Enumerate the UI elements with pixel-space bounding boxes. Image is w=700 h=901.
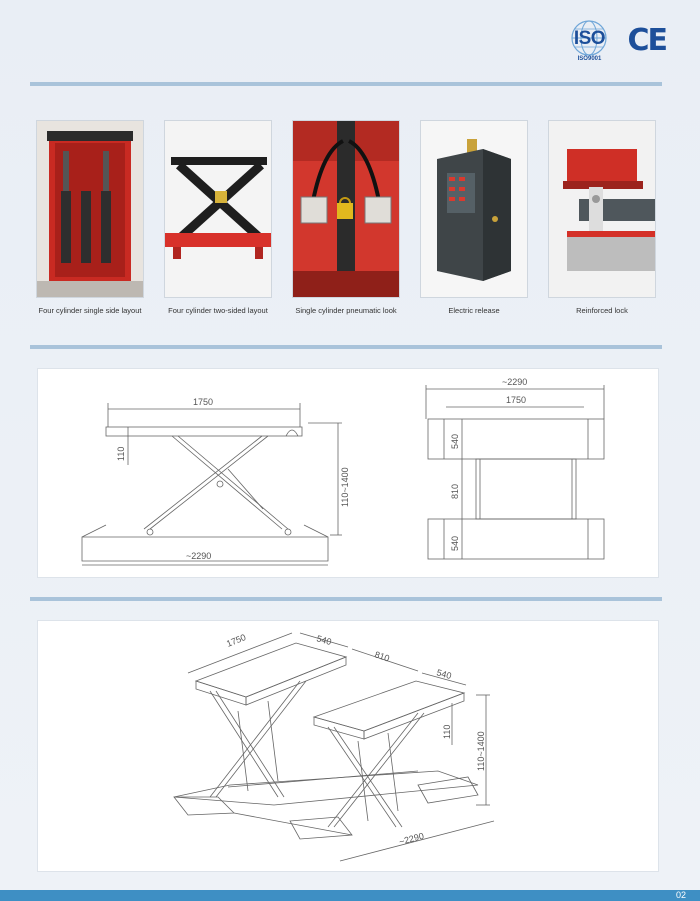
dim-top-gap: 810 bbox=[450, 483, 460, 499]
dim-platform-height: 110 bbox=[116, 446, 126, 461]
feature-item bbox=[420, 120, 528, 315]
dimension-drawings-panel bbox=[37, 368, 659, 578]
dim-base-length: ~2290 bbox=[186, 551, 212, 561]
dim-top-width-b: 540 bbox=[450, 535, 460, 551]
divider-top bbox=[30, 82, 662, 86]
feature-caption: Four cylinder two-sided layout bbox=[168, 306, 268, 315]
divider-middle bbox=[30, 345, 662, 349]
feature-item bbox=[292, 120, 400, 315]
dim-overall-length: ~2290 bbox=[502, 377, 528, 387]
page-number: 02 bbox=[675, 890, 686, 900]
feature-item bbox=[164, 120, 272, 315]
feature-item bbox=[36, 120, 144, 315]
four-cylinder-two-sided-photo bbox=[164, 120, 272, 298]
iso-dim-base-length: ~2290 bbox=[397, 830, 425, 847]
divider-bottom bbox=[30, 597, 662, 601]
reinforced-lock-photo bbox=[548, 120, 656, 298]
feature-item bbox=[548, 120, 656, 315]
isometric-drawing-panel bbox=[37, 620, 659, 872]
feature-caption: Four cylinder single side layout bbox=[38, 306, 142, 315]
iso-dim-width-b: 540 bbox=[435, 667, 453, 682]
footer-bar bbox=[0, 890, 700, 901]
pneumatic-lock-photo bbox=[292, 120, 400, 298]
iso-dim-platform-height: 110 bbox=[442, 724, 452, 739]
feature-caption: Electric release bbox=[448, 306, 500, 315]
dim-top-platform-length: 1750 bbox=[506, 395, 527, 405]
feature-gallery bbox=[36, 120, 656, 315]
iso-logo bbox=[565, 18, 613, 62]
technical-drawing-isometric bbox=[38, 621, 658, 871]
four-cylinder-single-side-photo bbox=[36, 120, 144, 298]
iso-dim-lift-range: 110~1400 bbox=[476, 731, 486, 771]
iso-dim-gap: 810 bbox=[373, 649, 391, 664]
certification-logos bbox=[565, 18, 666, 62]
ce-mark: CE bbox=[627, 22, 666, 58]
technical-drawing-side-top bbox=[38, 369, 658, 577]
dim-lift-range: 110~1400 bbox=[340, 467, 350, 507]
iso-text: ISO bbox=[573, 28, 606, 49]
iso-dim-platform-length: 1750 bbox=[225, 632, 248, 649]
feature-caption: Reinforced lock bbox=[576, 306, 628, 315]
iso-sub-text: ISO9001 bbox=[577, 56, 602, 62]
dim-platform-length: 1750 bbox=[193, 397, 214, 407]
electric-control-box-photo bbox=[420, 120, 528, 298]
iso-dim-width-a: 540 bbox=[315, 633, 333, 648]
dim-top-width-a: 540 bbox=[450, 433, 460, 449]
feature-caption: Single cylinder pneumatic look bbox=[295, 306, 397, 315]
